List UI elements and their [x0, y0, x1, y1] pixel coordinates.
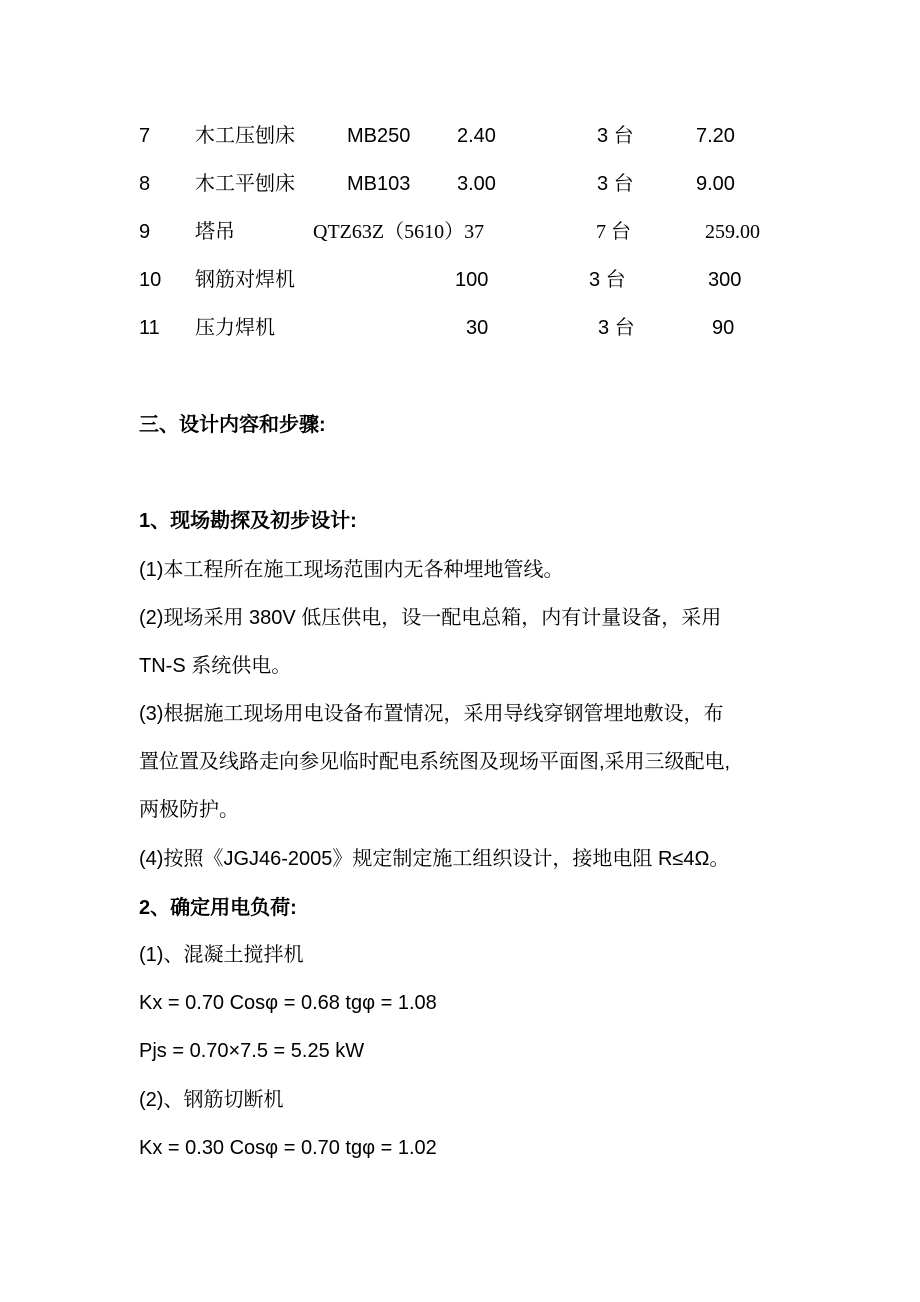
- paragraph: TN-S 系统供电。: [139, 655, 292, 677]
- equipment-total: 7.20: [696, 125, 735, 147]
- row-number: 8: [139, 173, 151, 195]
- equipment-name: 塔吊: [195, 221, 235, 243]
- equipment-quantity: 3 台: [597, 125, 634, 147]
- paragraph: (1)本工程所在施工现场范围内无各种埋地管线。: [139, 559, 564, 581]
- equipment-total: 90: [712, 317, 735, 339]
- subsection-heading: 2、确定用电负荷:: [139, 897, 297, 919]
- equipment-name: 木工压刨床: [195, 125, 295, 147]
- equipment-model: MB103: [347, 173, 411, 195]
- paragraph: 两极防护。: [139, 799, 239, 821]
- equipment-model: MB250: [347, 125, 411, 147]
- section-heading: 三、设计内容和步骤:: [139, 414, 326, 436]
- equipment-power: 2.40: [457, 125, 496, 147]
- paragraph: (2)现场采用 380V 低压供电，设一配电总箱，内有计量设备，采用: [139, 607, 722, 629]
- equipment-name: 木工平刨床: [195, 173, 295, 195]
- equipment-quantity: 3 台: [598, 317, 635, 339]
- equipment-total: 300: [708, 269, 742, 291]
- row-number: 9: [139, 221, 151, 243]
- equipment-total: 259.00: [705, 221, 760, 243]
- equipment-total: 9.00: [696, 173, 735, 195]
- equipment-power: 30: [466, 317, 489, 339]
- equipment-name: 压力焊机: [195, 317, 275, 339]
- equipment-quantity: 3 台: [589, 269, 626, 291]
- list-item-title: (1)、混凝土搅拌机: [139, 944, 304, 966]
- paragraph: 置位置及线路走向参见临时配电系统图及现场平面图,采用三级配电,: [139, 751, 731, 773]
- row-number: 10: [139, 269, 162, 291]
- paragraph: (3)根据施工现场用电设备布置情况，采用导线穿钢管埋地敷设，布: [139, 703, 724, 725]
- equipment-quantity: 7 台: [596, 221, 631, 243]
- subsection-heading: 1、现场勘探及初步设计:: [139, 510, 357, 532]
- row-number: 11: [139, 317, 160, 339]
- row-number: 7: [139, 125, 151, 147]
- equipment-quantity: 3 台: [597, 173, 634, 195]
- formula-coefficients: Kx = 0.70 Cosφ = 0.68 tgφ = 1.08: [139, 992, 437, 1014]
- list-item-title: (2)、钢筋切断机: [139, 1089, 284, 1111]
- formula-load: Pjs = 0.70×7.5 = 5.25 kW: [139, 1040, 365, 1062]
- equipment-model: QTZ63Z（5610）37: [313, 221, 485, 243]
- equipment-power: 3.00: [457, 173, 496, 195]
- equipment-name: 钢筋对焊机: [195, 269, 295, 291]
- formula-coefficients: Kx = 0.30 Cosφ = 0.70 tgφ = 1.02: [139, 1137, 437, 1159]
- equipment-power: 100: [455, 269, 489, 291]
- paragraph: (4)按照《JGJ46-2005》规定制定施工组织设计，接地电阻 R≤4Ω。: [139, 848, 730, 870]
